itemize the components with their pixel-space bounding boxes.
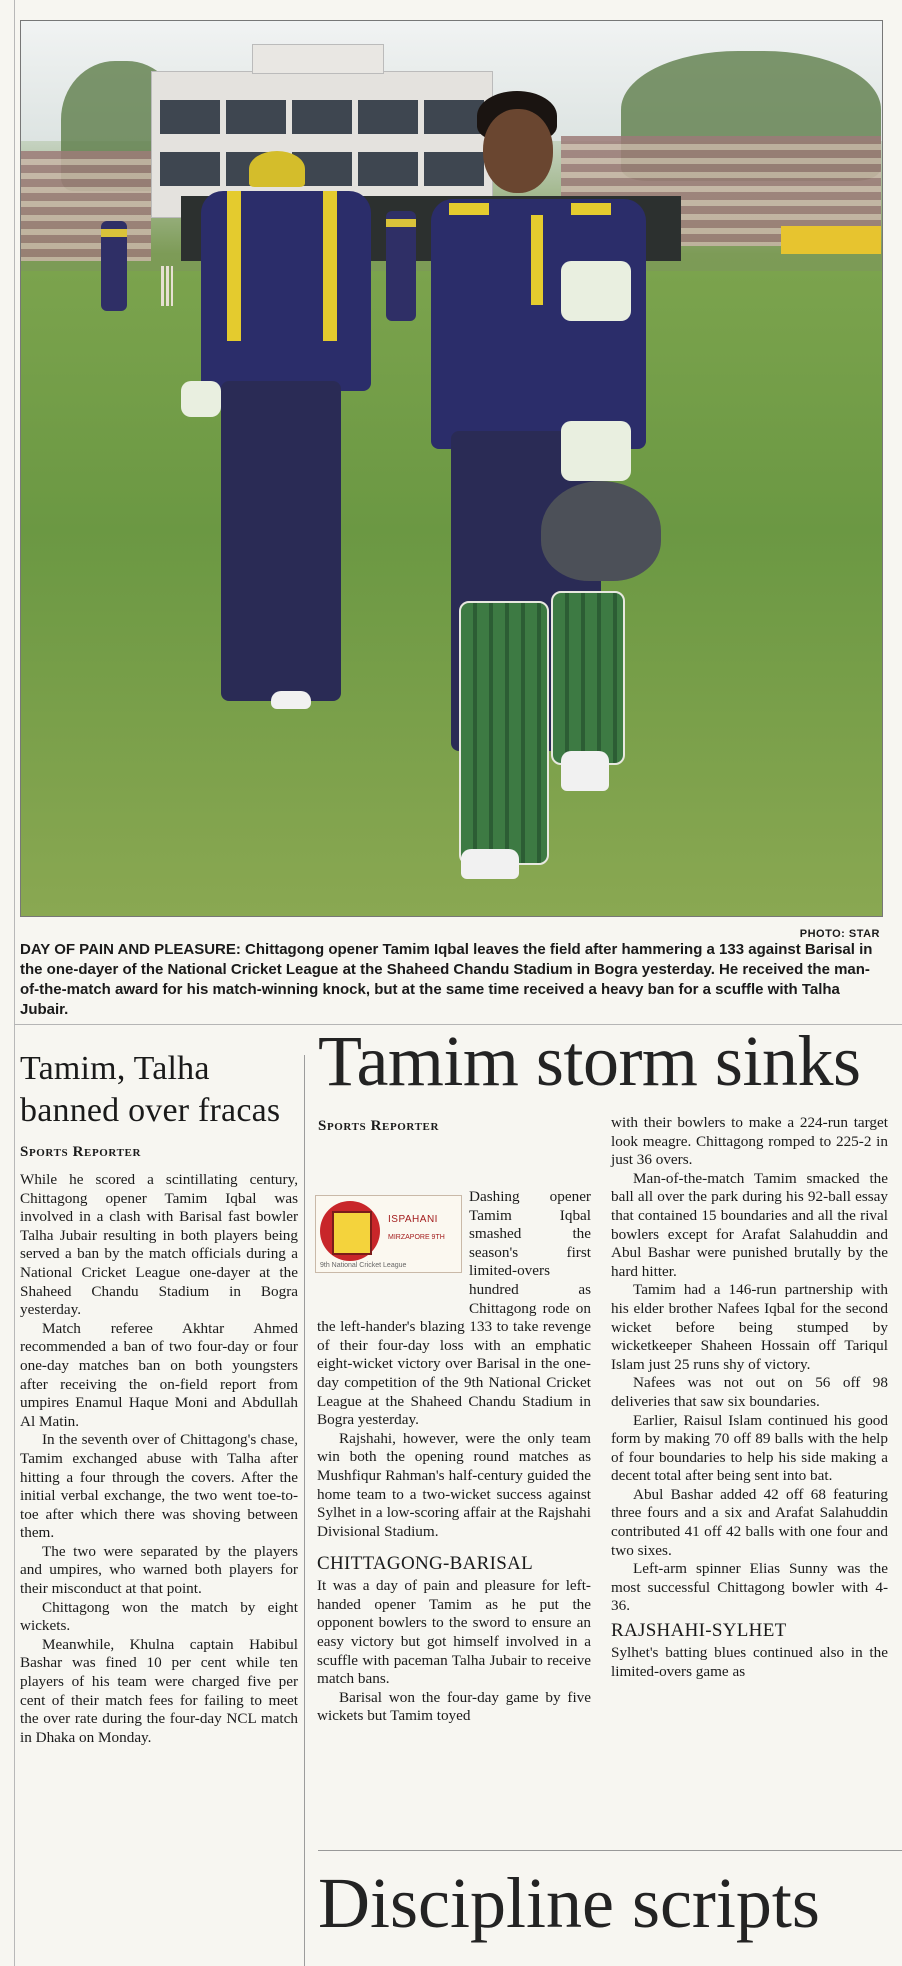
paragraph: It was a day of pain and pleasure for left-handed opener Tamim as he put the opponent bowlers to the sword to ensure an easy victory but got himself involved in a scuffle with paceman Talha Jubair to receive match bans. (317, 1577, 591, 1688)
photo-stand (21, 151, 151, 261)
photo-batsman-tamim (421, 91, 681, 881)
paragraph: Man-of-the-match Tamim smacked the ball all over the park during his 92-ball essay that contained 15 boundaries and all the rival bowlers except for Arafat Salahuddin and Abul Bashar were punished brutally by the hard hitter. (611, 1169, 888, 1280)
paragraph: In the seventh over of Chittagong's chase, Tamim exchanged abuse with Talha after hitting a four through the covers. After the initial verbal exchange, the two went toe-to-toe after which there was shoving between them. (20, 1431, 298, 1542)
left-story-body (20, 1171, 298, 1747)
main-byline: Sports Reporter (318, 1118, 439, 1134)
photo-fielder (101, 221, 127, 311)
paragraph: with their bowlers to make a 224-run target look meagre. Chittagong romped to 225-2 in just 36 overs. (611, 1114, 888, 1169)
paragraph: Meanwhile, Khulna captain Habibul Bashar was fined 10 per cent while ten players of his team were charged five per cent of their match fees for failing to meet the over rate during the four-day NCL match in Dhaka on Monday. (20, 1635, 298, 1746)
left-headline: Tamim, Talha banned over fracas (20, 1050, 281, 1129)
paragraph: Earlier, Raisul Islam continued his good form by making 70 off 89 balls with the help of four boundaries to help his side making a decent total after being sent into bat. (611, 1411, 888, 1485)
paragraph: Nafees was not out on 56 off 98 deliveries that saw six boundaries. (611, 1374, 888, 1410)
paragraph: Left-arm spinner Elias Sunny was the most successful Chittagong bowler with 4-36. (611, 1560, 888, 1615)
main-story-col1 (317, 1188, 591, 1726)
subhead-chittagong-barisal: CHITTAGONG-BARISAL (317, 1553, 534, 1575)
photo-credit: PHOTO: STAR (799, 928, 880, 940)
subhead-rajshahi-sylhet: RAJSHAHI-SYLHET (611, 1620, 787, 1642)
paragraph: The two were separated by the players and umpires, who warned both players for their misconduct at that point. (20, 1542, 298, 1598)
next-headline: Discipline scripts (318, 1863, 820, 1943)
paragraph: Dashing opener Tamim Iqbal smashed the season's first limited-overs hundred as Chittagong rode on the left-hander's blazing 133 to take revenge of their four-day loss with an emphatic eight-wicket victory over Barisal in the one-day competition of the 9th National Cricket League at the Shaheed Chandu Stadium in Bogra yesterday. (317, 1188, 591, 1429)
photo-caption (20, 940, 886, 1020)
caption-text: Chittagong opener Tamim Iqbal leaves the field after hammering a 133 against Barisal in the one-dayer of the National Cricket League at the Shaheed Chandu Stadium in Bogra yesterday. He received the man-of-the-match award for his match-winning knock, but at the same time received a heavy ban for a scuffle with Talha Jubair. (20, 941, 873, 1018)
photo-stumps (161, 266, 173, 306)
sponsor-sub: MIRZAPORE 9TH (388, 1234, 445, 1241)
left-byline: Sports Reporter (20, 1144, 141, 1160)
paragraph: Tamim had a 146-run partnership with his elder brother Nafees Iqbal for the second wicket before being stumped by wicketkeeper Shaheen Hossain off Tariqul Islam just 25 runs shy of victory. (611, 1281, 888, 1373)
paragraph: Match referee Akhtar Ahmed recommended a ban of two four-day or four one-day matches ban on both youngsters after receiving the on-field report from umpires Enamul Haque Moni and Abdullah Al Matin. (20, 1319, 298, 1430)
paragraph: Barisal won the four-day game by five wickets but Tamim toyed (317, 1688, 591, 1725)
paragraph: Rajshahi, however, were the only team win both the opening round matches as Mushfiqur Rahman's half-century guided the home team to a two-wicket success against Sylhet in a low-scoring affair at the Rajshahi Divisional Stadium. (317, 1429, 591, 1540)
paragraph: While he scored a scintillating century, Chittagong opener Tamim Iqbal was involved in a clash with Barisal fast bowler Talha Jubair resulting in both players being served a ban by the match officials during a National Cricket League one-dayer at the Shaheed Chandu Stadium in Bogra yesterday. (20, 1171, 298, 1319)
photo-sign (781, 226, 881, 254)
left-story (20, 1048, 298, 1747)
paragraph: Chittagong won the match by eight wickets. (20, 1598, 298, 1635)
main-story-col2 (611, 1114, 888, 1681)
main-col2-body (611, 1114, 888, 1681)
main-headline: Tamim storm sinks (318, 1021, 861, 1101)
main-col1-body (317, 1188, 591, 1726)
sponsor-brand: ISPAHANI (388, 1214, 438, 1225)
caption-lead: DAY OF PAIN AND PLEASURE: (20, 941, 241, 958)
news-photo (20, 20, 883, 917)
section-rule (318, 1850, 902, 1851)
photo-batsman-back (181, 151, 401, 711)
paragraph: Sylhet's batting blues continued also in the limited-overs game as (611, 1644, 888, 1680)
page-edge-rule (14, 0, 15, 1966)
paragraph: Abul Bashar added 42 off 68 featuring three fours and a six and Arafat Salahuddin contributed 41 off 42 balls with one four and two sixes. (611, 1485, 888, 1559)
column-rule (304, 1055, 305, 1966)
sponsor-foot: 9th National Cricket League (320, 1262, 407, 1269)
